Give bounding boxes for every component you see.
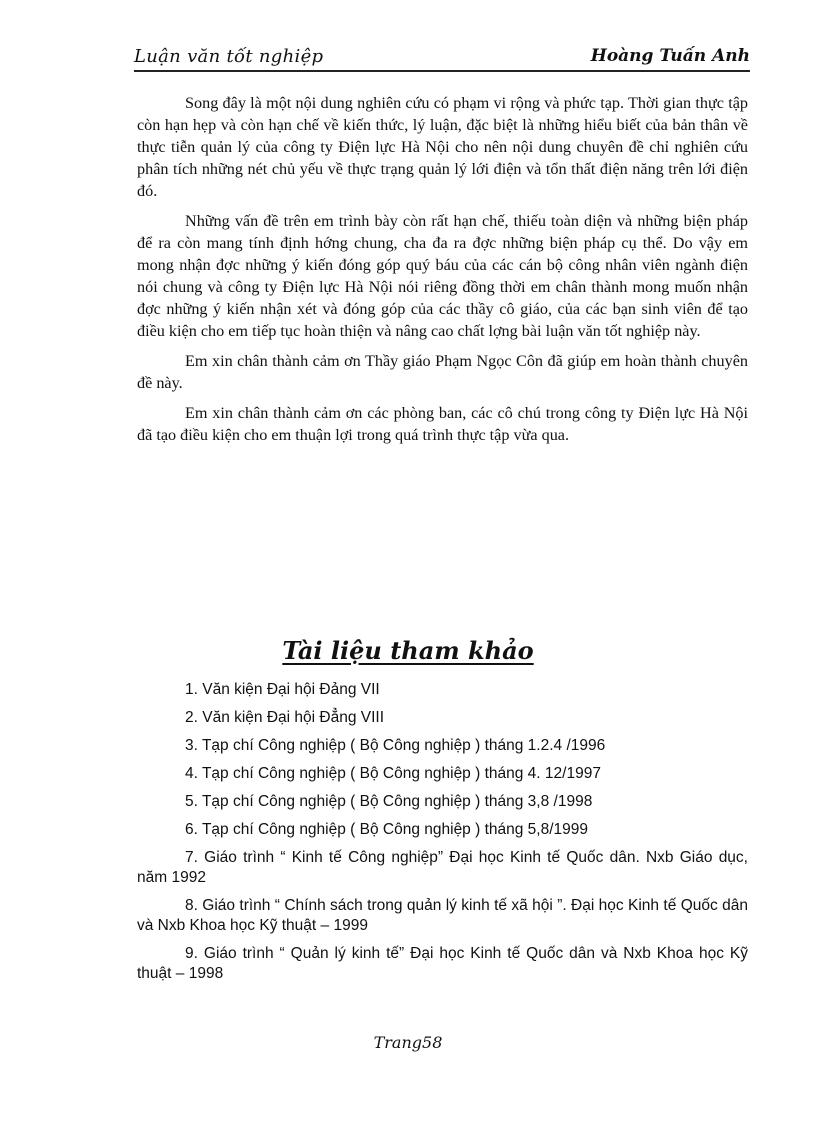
- reference-item: 7. Giáo trình “ Kinh tế Công nghiệp” Đại học Kinh tế Quốc dân. Nxb Giáo dục, năm 1992: [137, 849, 748, 886]
- references-list: [137, 680, 748, 992]
- reference-item: 9. Giáo trình “ Quản lý kinh tế” Đại học Kinh tế Quốc dân và Nxb Khoa học Kỹ thuật – 1998: [137, 945, 748, 982]
- paragraph: Song đây là một nội dung nghiên cứu có phạm vi rộng và phức tạp. Thời gian thực tập còn hạn hẹp và còn hạn chế về kiến thức, lý luận, đặc biệt là những hiểu biết của bản thân về thực tiễn quản lý của công ty Điện lực Hà Nội cho nên nội dung chuyên đề chỉ nghiên cứu phân tích những nét chủ yếu về thực trạng quản lý lới điện và tổn thất điện năng trên lới điện đó.: [137, 94, 748, 200]
- reference-item: 5. Tạp chí Công nghiệp ( Bộ Công nghiệp ) tháng 3,8 /1998: [185, 793, 593, 810]
- page-number: Trang58: [373, 1033, 443, 1052]
- reference-item: 1. Văn kiện Đại hội Đảng VII: [185, 681, 380, 698]
- header-author-name: Hoàng Tuấn Anh: [590, 46, 750, 66]
- header-document-type: Luận văn tốt nghiệp: [134, 46, 324, 67]
- reference-item: 4. Tạp chí Công nghiệp ( Bộ Công nghiệp ) tháng 4. 12/1997: [185, 765, 601, 782]
- paragraph: Em xin chân thành cảm ơn các phòng ban, các cô chú trong công ty Điện lực Hà Nội đã tạo điều kiện cho em thuận lợi trong quá trình thực tập vừa qua.: [137, 404, 748, 444]
- paragraph: Những vấn đề trên em trình bày còn rất hạn chế, thiếu toàn diện và những biện pháp để ra còn mang tính định hớng chung, cha đa ra đợc những biện pháp cụ thể. Do vậy em mong nhận đợc những ý kiến đóng góp quý báu của các cán bộ công nhân viên ngành điện nói chung và công ty Điện lực Hà Nội nói riêng đồng thời em chân thành mong muốn nhận đợc những ý kiến nhận xét và đóng góp của các thầy cô giáo, của các bạn sinh viên để tạo điều kiện cho em tiếp tục hoàn thiện và nâng cao chất lợng bài luận văn tốt nghiệp này.: [137, 212, 748, 340]
- references-heading: [0, 636, 816, 665]
- page-header: [134, 44, 750, 72]
- paragraph: Em xin chân thành cảm ơn Thầy giáo Phạm Ngọc Côn đã giúp em hoàn thành chuyên đề này.: [137, 352, 748, 392]
- reference-item: 8. Giáo trình “ Chính sách trong quản lý kinh tế xã hội ”. Đại học Kinh tế Quốc dân và Nxb Khoa học Kỹ thuật – 1999: [137, 897, 748, 934]
- reference-item: 3. Tạp chí Công nghiệp ( Bộ Công nghiệp ) tháng 1.2.4 /1996: [185, 737, 606, 754]
- reference-item: 2. Văn kiện Đại hội Đẳng VIII: [185, 709, 385, 726]
- body-text: [137, 92, 748, 454]
- reference-item: 6. Tạp chí Công nghiệp ( Bộ Công nghiệp ) tháng 5,8/1999: [185, 821, 589, 838]
- references-title: Tài liệu tham khảo: [282, 636, 534, 665]
